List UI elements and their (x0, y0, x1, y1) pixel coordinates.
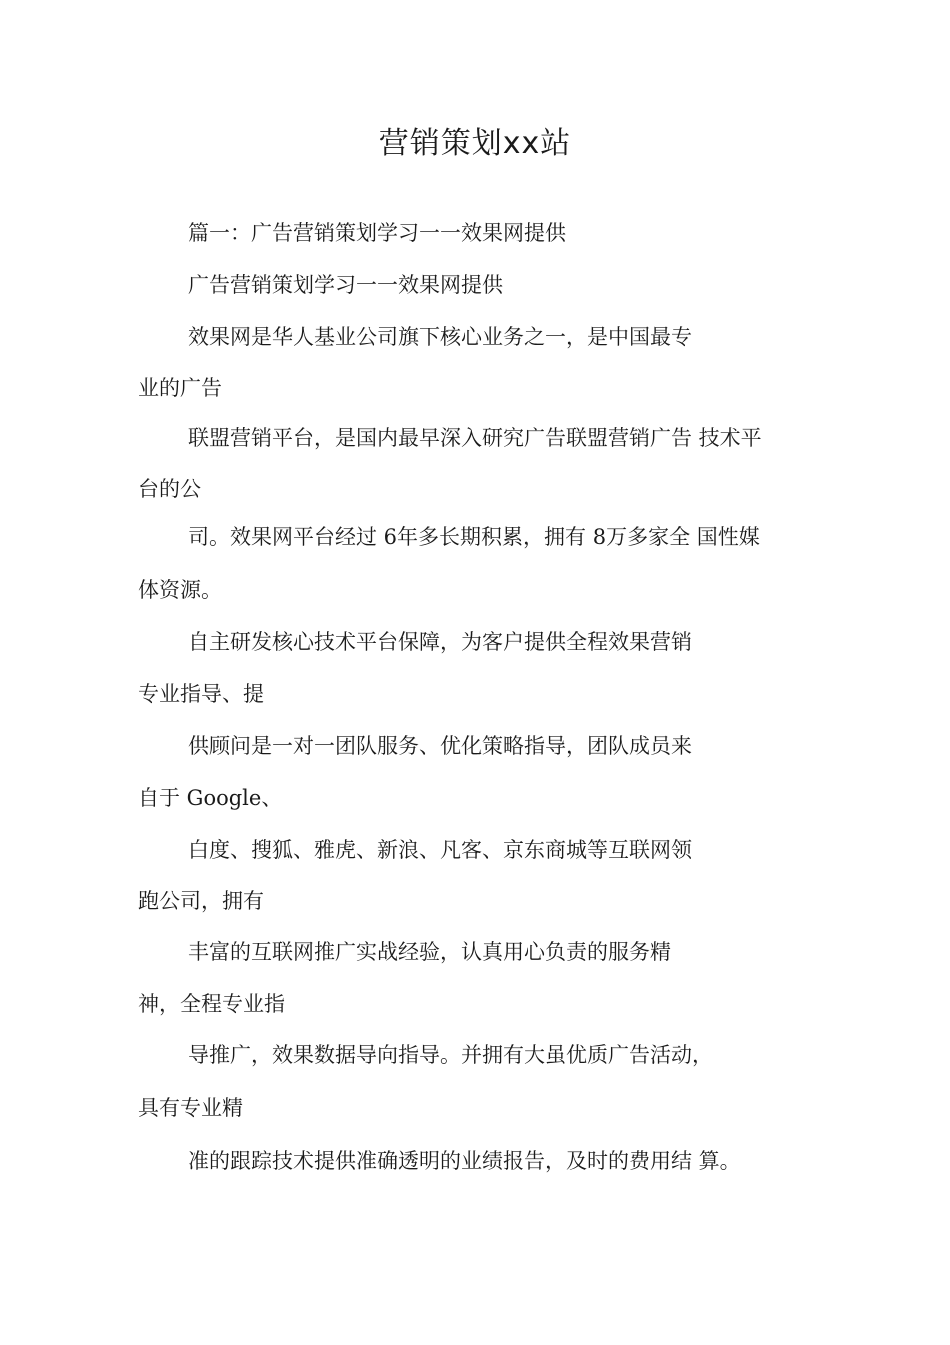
paragraph-line: 跑公司，拥有 (138, 889, 264, 913)
paragraph-line: 篇一：广告营销策划学习一一效果网提供 (188, 221, 566, 245)
paragraph-line: 导推广，效果数据导向指导。并拥有大虽优质广告活动， (188, 1043, 713, 1067)
paragraph-line: 联盟营销平台，是国内最早深入研究广告联盟营销广告 技术平 (188, 426, 762, 450)
paragraph-line: 自主研发核心技术平台保障，为客户提供全程效果营销 (188, 630, 692, 654)
paragraph-line: 台的公 (138, 477, 201, 501)
paragraph-line: 体资源。 (138, 578, 222, 602)
paragraph-line: 神，全程专业指 (138, 992, 285, 1016)
paragraph-line: 丰富的互联网推广实战经验，认真用心负责的服务精 (188, 940, 671, 964)
paragraph-line: 具有专业精 (138, 1096, 243, 1120)
paragraph-line: 准的跟踪技术提供准确透明的业绩报告，及时的费用结 算。 (188, 1149, 741, 1173)
paragraph-line: 供顾问是一对一团队服务、优化策略指导，团队成员来 (188, 734, 692, 758)
paragraph-line: 效果网是华人基业公司旗下核心业务之一，是中国最专 (188, 325, 692, 349)
paragraph-line: 业的广告 (138, 376, 222, 400)
paragraph-line: 广告营销策划学习一一效果网提供 (188, 273, 503, 297)
paragraph-line: 司。效果网平台经过 6年多长期积累，拥有 8万多家全 国性媒 (188, 525, 760, 549)
document-title: 营销策划xx站 (378, 126, 572, 161)
paragraph-line: 专业指导、提 (138, 682, 264, 706)
paragraph-line: 自于 Google、 (138, 786, 283, 810)
paragraph-line: 白度、搜狐、雅虎、新浪、凡客、京东商城等互联网领 (188, 838, 692, 862)
